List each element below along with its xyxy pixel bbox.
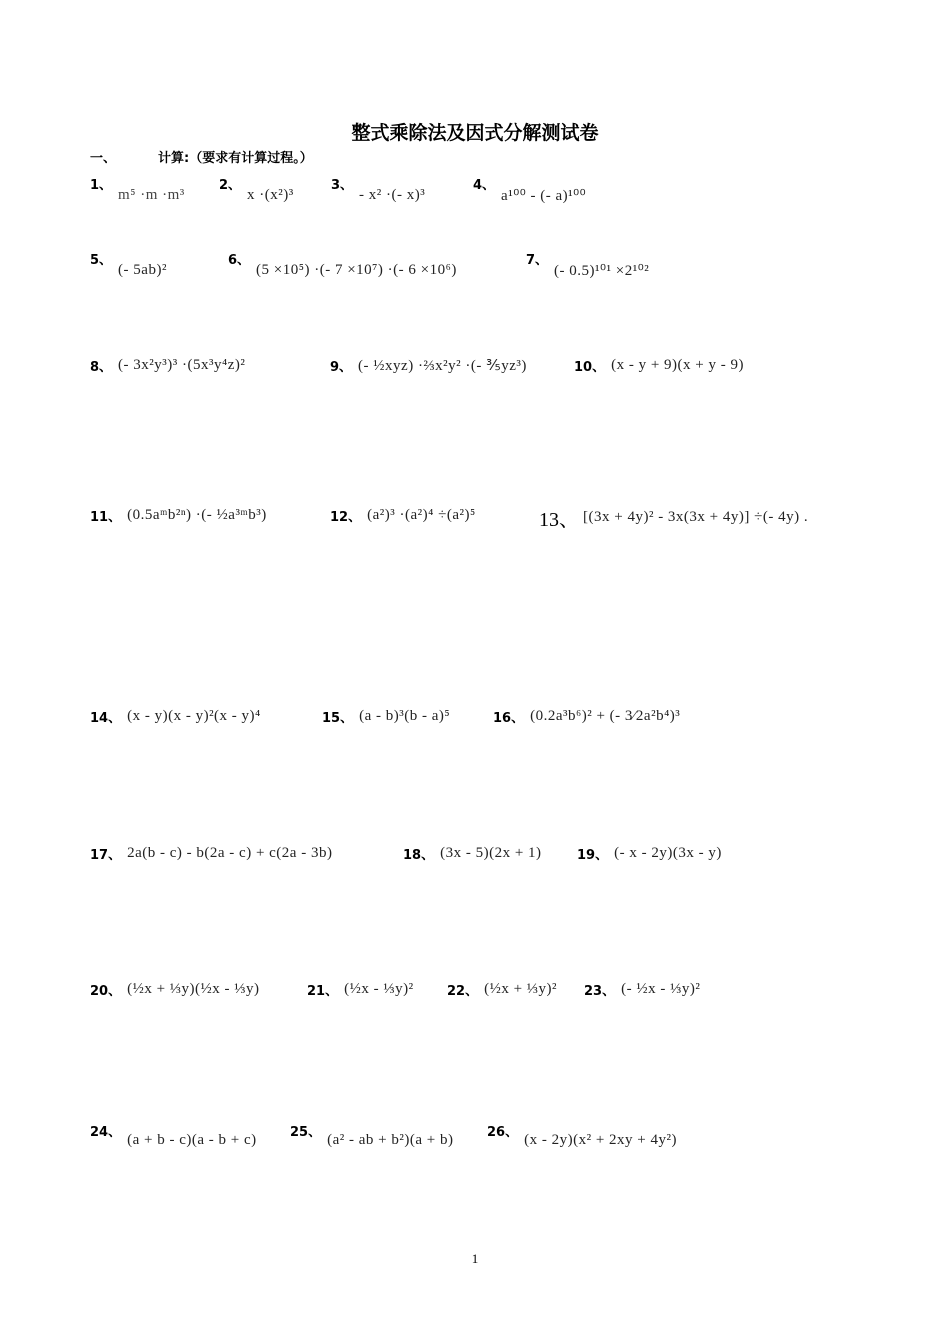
problem-expression: (0.2a³b⁶)² + (- 3⁄2a²b⁴)³ xyxy=(530,708,681,724)
problem-expression: (0.5aᵐb²ⁿ) ·(- ½a³ᵐb³) xyxy=(127,507,267,523)
problem-25 xyxy=(290,1121,454,1148)
problem-number: 20、 xyxy=(90,984,122,999)
problem-16 xyxy=(493,707,680,726)
problem-number: 24、 xyxy=(90,1125,122,1140)
problem-13 xyxy=(539,503,808,532)
problem-number: 1、 xyxy=(90,178,113,193)
problem-expression: (5 ×10⁵) ·(- 7 ×10⁷) ·(- 6 ×10⁶) xyxy=(256,262,457,278)
problem-number: 5、 xyxy=(90,253,113,268)
problem-21 xyxy=(307,980,414,999)
problem-number: 11、 xyxy=(90,510,122,525)
problem-19 xyxy=(577,844,722,863)
problem-15 xyxy=(322,707,450,726)
problem-18 xyxy=(403,844,542,863)
problem-number: 25、 xyxy=(290,1125,322,1140)
problem-expression: (a + b - c)(a - b + c) xyxy=(127,1132,257,1148)
problem-number: 14、 xyxy=(90,711,122,726)
problem-number: 12、 xyxy=(330,510,362,525)
problem-10 xyxy=(574,356,744,375)
problem-number: 19、 xyxy=(577,848,609,863)
problem-7 xyxy=(526,249,650,279)
problem-number: 16、 xyxy=(493,711,525,726)
problem-17 xyxy=(90,844,332,863)
problem-expression: (- 3x²y³)³ ·(5x³y⁴z)² xyxy=(118,357,246,373)
problem-5 xyxy=(90,249,167,278)
problem-expression: (- 5ab)² xyxy=(118,262,167,278)
section-number: 一、 xyxy=(90,151,117,166)
problem-number: 10、 xyxy=(574,360,606,375)
problem-expression: (x - y)(x - y)²(x - y)⁴ xyxy=(127,708,261,724)
problem-number: 13、 xyxy=(539,509,579,531)
problem-expression: [(3x + 4y)² - 3x(3x + 4y)] ÷(- 4y) . xyxy=(583,509,809,525)
problem-expression: 2a(b - c) - b(2a - c) + c(2a - 3b) xyxy=(127,845,333,861)
problem-11 xyxy=(90,506,267,525)
problem-23 xyxy=(584,980,700,999)
problem-number: 4、 xyxy=(473,178,496,193)
problem-22 xyxy=(447,980,557,999)
problem-expression: (a - b)³(b - a)⁵ xyxy=(359,708,451,724)
problem-9 xyxy=(330,356,527,375)
problem-6 xyxy=(228,249,457,278)
problem-number: 9、 xyxy=(330,360,353,375)
problem-26 xyxy=(487,1121,677,1148)
problem-8 xyxy=(90,356,245,375)
problem-expression: x ·(x²)³ xyxy=(247,187,294,203)
problem-expression: (½x + ⅓y)(½x - ⅓y) xyxy=(127,981,260,997)
problem-number: 23、 xyxy=(584,984,616,999)
problem-expression: (x - y + 9)(x + y - 9) xyxy=(611,357,744,373)
page-number: 1 xyxy=(471,1251,479,1266)
problem-14 xyxy=(90,707,261,726)
problem-number: 2、 xyxy=(219,178,242,193)
problem-expression: (½x + ⅓y)² xyxy=(484,981,558,997)
problem-expression: (a² - ab + b²)(a + b) xyxy=(327,1132,454,1148)
problem-4 xyxy=(473,174,587,204)
problem-20 xyxy=(90,980,260,999)
problem-number: 3、 xyxy=(331,178,354,193)
problem-3 xyxy=(331,174,426,203)
section-instruction: 计算:（要求有计算过程。） xyxy=(158,151,313,166)
problem-number: 7、 xyxy=(526,253,549,268)
problem-expression: (- ½x - ⅓y)² xyxy=(621,981,701,997)
problem-number: 8、 xyxy=(90,360,113,375)
problem-1 xyxy=(90,174,185,203)
problem-number: 26、 xyxy=(487,1125,519,1140)
section-heading xyxy=(90,147,313,166)
problem-expression: a¹⁰⁰ - (- a)¹⁰⁰ xyxy=(501,188,587,204)
problem-expression: (a²)³ ·(a²)⁴ ÷(a²)⁵ xyxy=(367,507,476,523)
problem-2 xyxy=(219,174,294,203)
problem-number: 6、 xyxy=(228,253,251,268)
problem-12 xyxy=(330,506,476,525)
problem-expression: (3x - 5)(2x + 1) xyxy=(440,845,542,861)
problem-expression: - x² ·(- x)³ xyxy=(359,187,426,203)
problem-expression: (x - 2y)(x² + 2xy + 4y²) xyxy=(524,1132,677,1148)
problem-expression: m⁵ ·m ·m³ xyxy=(118,187,185,203)
problem-expression: (½x - ⅓y)² xyxy=(344,981,414,997)
problem-number: 22、 xyxy=(447,984,479,999)
problem-number: 21、 xyxy=(307,984,339,999)
problem-number: 18、 xyxy=(403,848,435,863)
problem-expression: (- ½xyz) ·⅔x²y² ·(- ⅗yz³) xyxy=(358,358,527,374)
page-title: 整式乘除法及因式分解测试卷 xyxy=(351,122,599,144)
problem-24 xyxy=(90,1121,257,1148)
problem-expression: (- x - 2y)(3x - y) xyxy=(614,845,722,861)
problem-number: 15、 xyxy=(322,711,354,726)
problem-expression: (- 0.5)¹⁰¹ ×2¹⁰² xyxy=(554,263,650,279)
problem-number: 17、 xyxy=(90,848,122,863)
